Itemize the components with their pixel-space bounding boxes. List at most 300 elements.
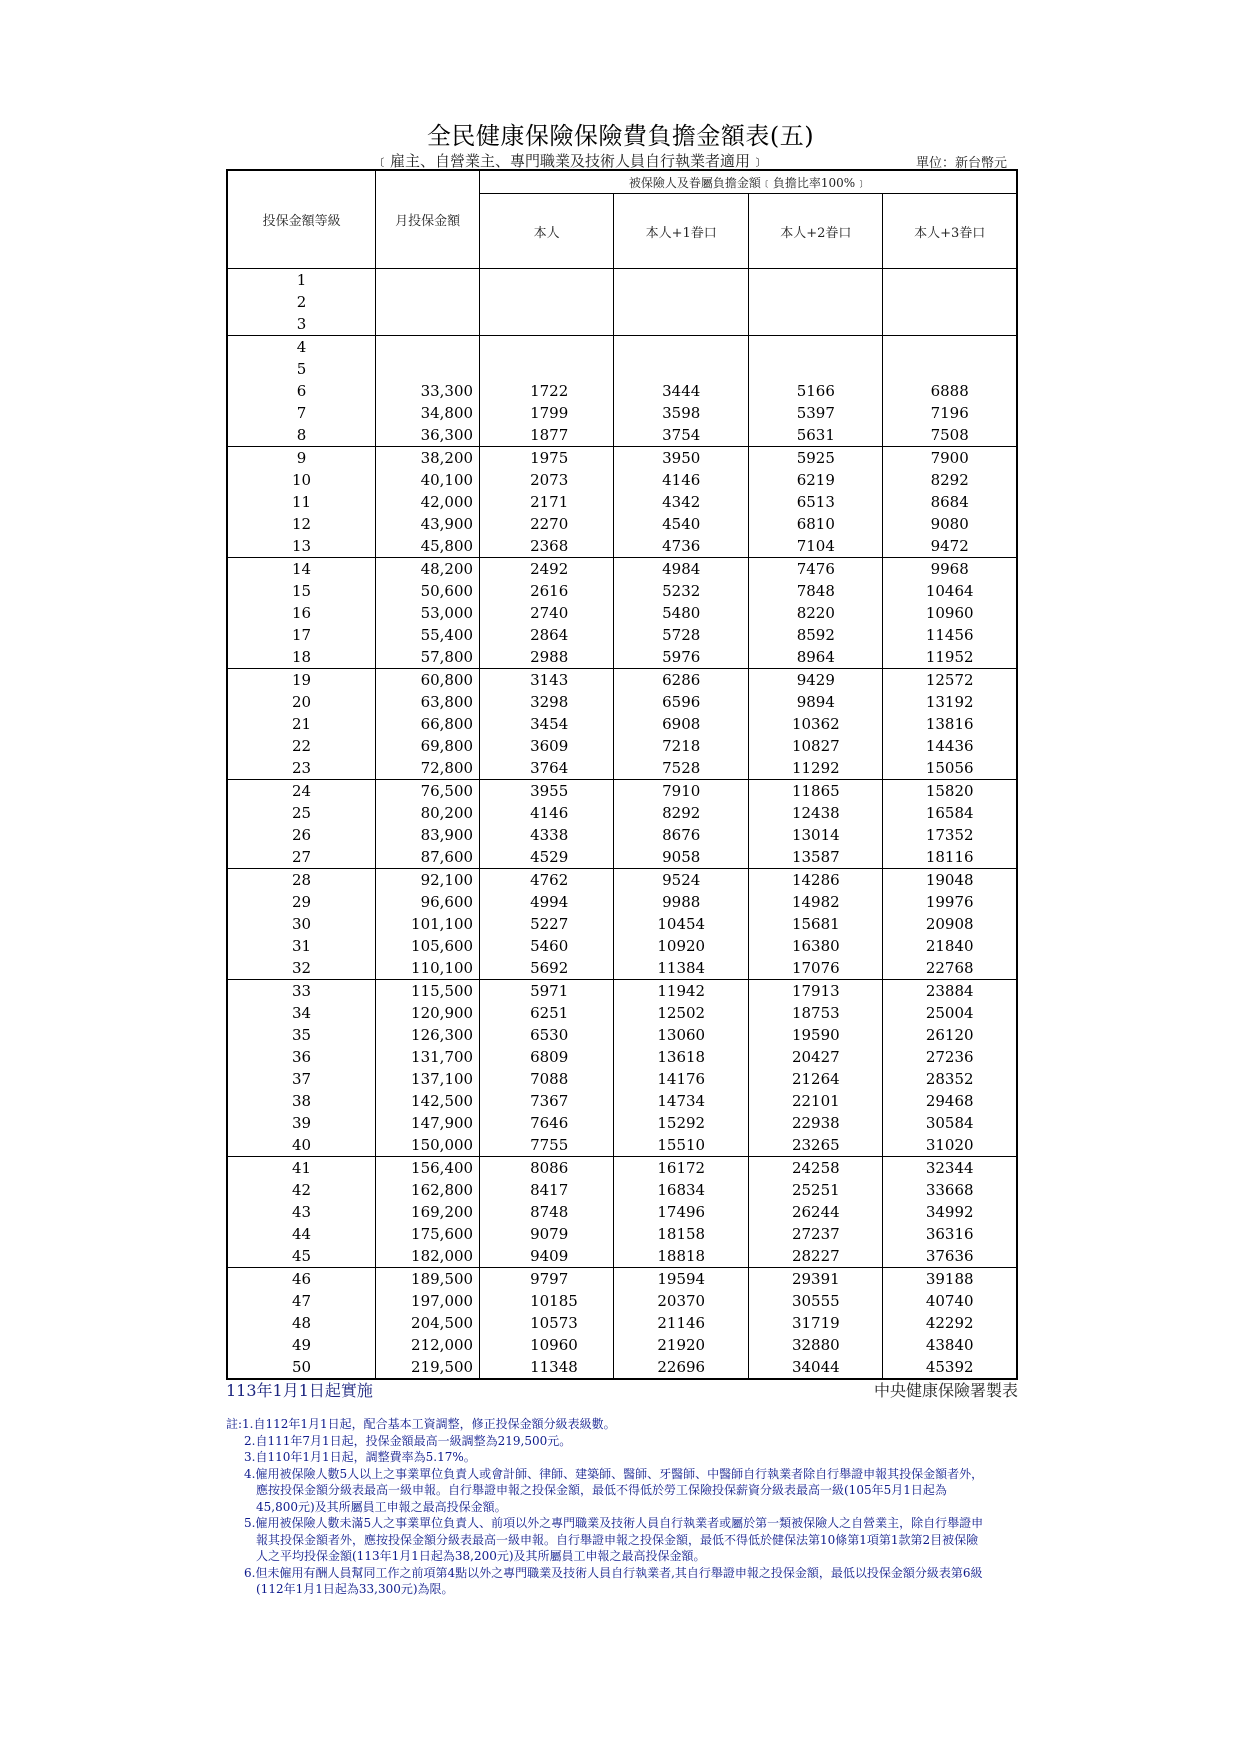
cell-level: 6 — [227, 380, 376, 402]
table-row — [227, 1334, 1017, 1356]
cell-monthly-amount: 80,200 — [376, 802, 480, 824]
cell-plus3 — [883, 313, 1017, 336]
cell-plus3: 43840 — [883, 1334, 1017, 1356]
cell-plus2: 6219 — [749, 469, 883, 491]
effective-date: 113年1月1日起實施 — [226, 1381, 373, 1400]
table-row — [227, 1223, 1017, 1245]
cell-plus3: 18116 — [883, 846, 1017, 869]
cell-plus1: 7910 — [614, 780, 749, 803]
cell-plus1: 8292 — [614, 802, 749, 824]
cell-level: 29 — [227, 891, 376, 913]
cell-plus3: 33668 — [883, 1179, 1017, 1201]
cell-level: 28 — [227, 869, 376, 892]
cell-self: 2171 — [480, 491, 614, 513]
cell-plus1: 5232 — [614, 580, 749, 602]
table-row — [227, 447, 1017, 470]
cell-plus1: 16172 — [614, 1157, 749, 1180]
cell-plus1: 5976 — [614, 646, 749, 669]
table-row — [227, 1112, 1017, 1134]
table-row — [227, 1356, 1017, 1379]
cell-plus3: 17352 — [883, 824, 1017, 846]
cell-level: 16 — [227, 602, 376, 624]
cell-level: 9 — [227, 447, 376, 470]
cell-plus2: 5925 — [749, 447, 883, 470]
cell-plus1: 15292 — [614, 1112, 749, 1134]
cell-self: 4146 — [480, 802, 614, 824]
cell-plus3: 9472 — [883, 535, 1017, 558]
note-item: 註:1.自112年1月1日起，配合基本工資調整，修正投保金額分級表級數。 — [226, 1417, 616, 1431]
cell-level: 19 — [227, 669, 376, 692]
note-item: 5.僱用被保險人數未滿5人之事業單位負責人、前項以外之專門職業及技術人員自行執業者或屬於第一類被保險人之自營業主，除自行舉證申報其投保金額者外，應按投保金額分級表最高一級申報。自行舉證申報之投保金額，最低不得低於健保法第10條第1項第1款第2目被保險人之平均投保金額(113年1月1日起為38,200元)及其所屬員工申報之最高投保金額。 — [244, 1516, 984, 1563]
cell-monthly-amount — [376, 358, 480, 380]
cell-plus2: 31719 — [749, 1312, 883, 1334]
cell-self: 4762 — [480, 869, 614, 892]
cell-level: 35 — [227, 1024, 376, 1046]
cell-level: 50 — [227, 1356, 376, 1379]
cell-self: 6809 — [480, 1046, 614, 1068]
table-row — [227, 1201, 1017, 1223]
cell-self: 1975 — [480, 447, 614, 470]
cell-self: 6251 — [480, 1002, 614, 1024]
cell-monthly-amount: 147,900 — [376, 1112, 480, 1134]
cell-level: 46 — [227, 1268, 376, 1291]
cell-self: 4529 — [480, 846, 614, 869]
cell-self: 2988 — [480, 646, 614, 669]
header-plus3: 本人+3眷口 — [883, 194, 1017, 269]
cell-monthly-amount: 45,800 — [376, 535, 480, 558]
cell-plus1 — [614, 336, 749, 359]
cell-plus3: 8684 — [883, 491, 1017, 513]
cell-plus2: 5397 — [749, 402, 883, 424]
cell-plus1: 9524 — [614, 869, 749, 892]
unit-label: 單位：新台幣元 — [916, 156, 1008, 171]
cell-plus1: 8676 — [614, 824, 749, 846]
cell-level: 2 — [227, 291, 376, 313]
cell-plus1: 3754 — [614, 424, 749, 447]
table-row — [227, 1024, 1017, 1046]
table-row — [227, 402, 1017, 424]
cell-level: 34 — [227, 1002, 376, 1024]
cell-plus2: 8220 — [749, 602, 883, 624]
cell-level: 23 — [227, 757, 376, 780]
cell-plus2: 17076 — [749, 957, 883, 980]
cell-plus3 — [883, 269, 1017, 292]
cell-self — [480, 358, 614, 380]
table-row — [227, 735, 1017, 757]
table-row — [227, 846, 1017, 869]
cell-plus3 — [883, 291, 1017, 313]
cell-level: 47 — [227, 1290, 376, 1312]
header-level: 投保金額等級 — [227, 170, 376, 269]
cell-plus2: 20427 — [749, 1046, 883, 1068]
cell-plus1: 20370 — [614, 1290, 749, 1312]
cell-monthly-amount: 182,000 — [376, 1245, 480, 1268]
table-row — [227, 291, 1017, 313]
cell-level: 11 — [227, 491, 376, 513]
cell-plus1: 6908 — [614, 713, 749, 735]
cell-level: 37 — [227, 1068, 376, 1090]
cell-self: 5971 — [480, 980, 614, 1003]
table-row — [227, 980, 1017, 1003]
cell-plus1: 21146 — [614, 1312, 749, 1334]
cell-monthly-amount: 34,800 — [376, 402, 480, 424]
cell-level: 21 — [227, 713, 376, 735]
cell-monthly-amount: 66,800 — [376, 713, 480, 735]
cell-self: 1799 — [480, 402, 614, 424]
cell-plus2: 22938 — [749, 1112, 883, 1134]
cell-plus2: 11292 — [749, 757, 883, 780]
cell-plus1: 5480 — [614, 602, 749, 624]
cell-level: 5 — [227, 358, 376, 380]
cell-self: 3764 — [480, 757, 614, 780]
table-row — [227, 1002, 1017, 1024]
table-row — [227, 1290, 1017, 1312]
cell-level: 45 — [227, 1245, 376, 1268]
cell-plus1 — [614, 313, 749, 336]
cell-monthly-amount: 63,800 — [376, 691, 480, 713]
cell-self: 3454 — [480, 713, 614, 735]
premium-table — [226, 169, 1018, 1380]
cell-level: 13 — [227, 535, 376, 558]
cell-plus3: 28352 — [883, 1068, 1017, 1090]
cell-plus3: 14436 — [883, 735, 1017, 757]
cell-plus1: 14176 — [614, 1068, 749, 1090]
table-row — [227, 469, 1017, 491]
cell-plus2: 16380 — [749, 935, 883, 957]
cell-monthly-amount: 105,600 — [376, 935, 480, 957]
cell-self: 10185 — [480, 1290, 614, 1312]
cell-level: 26 — [227, 824, 376, 846]
cell-plus2: 10827 — [749, 735, 883, 757]
cell-monthly-amount — [376, 291, 480, 313]
cell-plus1: 9058 — [614, 846, 749, 869]
cell-monthly-amount: 55,400 — [376, 624, 480, 646]
cell-plus3: 32344 — [883, 1157, 1017, 1180]
table-row — [227, 957, 1017, 980]
cell-plus3: 42292 — [883, 1312, 1017, 1334]
note-item: 6.但未僱用有酬人員幫同工作之前項第4點以外之專門職業及技術人員自行執業者,其自行舉證申報之投保金額，最低以投保金額分級表第6級(112年1月1日起為33,300元)為限。 — [244, 1565, 983, 1596]
cell-plus1: 21920 — [614, 1334, 749, 1356]
cell-self: 2740 — [480, 602, 614, 624]
cell-level: 27 — [227, 846, 376, 869]
table-row — [227, 558, 1017, 581]
cell-monthly-amount: 48,200 — [376, 558, 480, 581]
cell-monthly-amount: 162,800 — [376, 1179, 480, 1201]
table-row — [227, 935, 1017, 957]
cell-level: 49 — [227, 1334, 376, 1356]
table-row — [227, 780, 1017, 803]
cell-plus3 — [883, 336, 1017, 359]
page-subtitle: ﹝雇主、自營業主、專門職業及技術人員自行執業者適用﹞ — [375, 152, 766, 170]
cell-monthly-amount: 42,000 — [376, 491, 480, 513]
cell-plus3: 45392 — [883, 1356, 1017, 1379]
cell-self: 9409 — [480, 1245, 614, 1268]
issuer: 中央健康保險署製表 — [873, 1381, 1018, 1400]
cell-monthly-amount: 43,900 — [376, 513, 480, 535]
cell-plus3: 7196 — [883, 402, 1017, 424]
cell-monthly-amount: 38,200 — [376, 447, 480, 470]
cell-plus2: 22101 — [749, 1090, 883, 1112]
cell-self: 7367 — [480, 1090, 614, 1112]
cell-plus2: 8964 — [749, 646, 883, 669]
cell-plus3: 31020 — [883, 1134, 1017, 1157]
table-row — [227, 380, 1017, 402]
cell-self: 5460 — [480, 935, 614, 957]
cell-plus2: 7848 — [749, 580, 883, 602]
cell-self: 11348 — [480, 1356, 614, 1379]
cell-plus3: 25004 — [883, 1002, 1017, 1024]
cell-level: 33 — [227, 980, 376, 1003]
cell-level: 17 — [227, 624, 376, 646]
table-row — [227, 669, 1017, 692]
cell-level: 1 — [227, 269, 376, 292]
cell-plus1 — [614, 269, 749, 292]
cell-plus2 — [749, 358, 883, 380]
cell-plus1: 7528 — [614, 757, 749, 780]
cell-plus1: 13060 — [614, 1024, 749, 1046]
header-self: 本人 — [480, 194, 614, 269]
table-row — [227, 535, 1017, 558]
cell-plus3: 13192 — [883, 691, 1017, 713]
cell-level: 3 — [227, 313, 376, 336]
cell-level: 32 — [227, 957, 376, 980]
cell-plus1: 4342 — [614, 491, 749, 513]
table-row — [227, 691, 1017, 713]
cell-plus1: 12502 — [614, 1002, 749, 1024]
cell-plus2: 23265 — [749, 1134, 883, 1157]
cell-self: 2492 — [480, 558, 614, 581]
table-row — [227, 1245, 1017, 1268]
cell-plus2: 13014 — [749, 824, 883, 846]
cell-plus1: 11942 — [614, 980, 749, 1003]
cell-plus2 — [749, 336, 883, 359]
cell-plus3: 39188 — [883, 1268, 1017, 1291]
cell-plus2: 13587 — [749, 846, 883, 869]
cell-monthly-amount: 189,500 — [376, 1268, 480, 1291]
cell-plus2 — [749, 313, 883, 336]
cell-self: 8086 — [480, 1157, 614, 1180]
table-row — [227, 1179, 1017, 1201]
header-plus1: 本人+1眷口 — [614, 194, 749, 269]
cell-level: 24 — [227, 780, 376, 803]
cell-plus2: 9429 — [749, 669, 883, 692]
cell-plus2: 19590 — [749, 1024, 883, 1046]
cell-level: 10 — [227, 469, 376, 491]
cell-self: 9797 — [480, 1268, 614, 1291]
cell-monthly-amount — [376, 269, 480, 292]
cell-self — [480, 269, 614, 292]
table-body — [227, 269, 1017, 1380]
cell-self: 7088 — [480, 1068, 614, 1090]
cell-level: 25 — [227, 802, 376, 824]
cell-plus2: 21264 — [749, 1068, 883, 1090]
cell-plus2: 15681 — [749, 913, 883, 935]
cell-plus2: 32880 — [749, 1334, 883, 1356]
cell-self: 10960 — [480, 1334, 614, 1356]
note-item: 2.自111年7月1日起，投保金額最高一級調整為219,500元。 — [244, 1433, 572, 1448]
cell-plus2: 14982 — [749, 891, 883, 913]
cell-plus1: 18818 — [614, 1245, 749, 1268]
cell-self: 8748 — [480, 1201, 614, 1223]
table-row — [227, 757, 1017, 780]
table-row — [227, 1068, 1017, 1090]
cell-plus3: 6888 — [883, 380, 1017, 402]
cell-monthly-amount: 137,100 — [376, 1068, 480, 1090]
cell-self: 3298 — [480, 691, 614, 713]
cell-plus3: 8292 — [883, 469, 1017, 491]
cell-plus2: 17913 — [749, 980, 883, 1003]
cell-plus1 — [614, 358, 749, 380]
cell-plus3: 19048 — [883, 869, 1017, 892]
cell-plus2: 6513 — [749, 491, 883, 513]
cell-level: 12 — [227, 513, 376, 535]
cell-self: 2616 — [480, 580, 614, 602]
cell-plus1: 18158 — [614, 1223, 749, 1245]
cell-plus3: 30584 — [883, 1112, 1017, 1134]
table-row — [227, 358, 1017, 380]
table-row — [227, 269, 1017, 292]
table-row — [227, 1312, 1017, 1334]
cell-plus3: 36316 — [883, 1223, 1017, 1245]
cell-level: 15 — [227, 580, 376, 602]
cell-plus2: 34044 — [749, 1356, 883, 1379]
cell-plus2: 14286 — [749, 869, 883, 892]
cell-plus3 — [883, 358, 1017, 380]
cell-plus1: 17496 — [614, 1201, 749, 1223]
cell-level: 20 — [227, 691, 376, 713]
cell-plus2: 25251 — [749, 1179, 883, 1201]
cell-monthly-amount: 33,300 — [376, 380, 480, 402]
cell-plus3: 9968 — [883, 558, 1017, 581]
cell-self: 5692 — [480, 957, 614, 980]
cell-monthly-amount: 197,000 — [376, 1290, 480, 1312]
cell-level: 30 — [227, 913, 376, 935]
cell-plus1: 4146 — [614, 469, 749, 491]
cell-monthly-amount: 142,500 — [376, 1090, 480, 1112]
cell-level: 43 — [227, 1201, 376, 1223]
cell-plus1: 9988 — [614, 891, 749, 913]
cell-plus1: 10920 — [614, 935, 749, 957]
table-row — [227, 713, 1017, 735]
cell-plus3: 40740 — [883, 1290, 1017, 1312]
cell-plus3: 26120 — [883, 1024, 1017, 1046]
cell-monthly-amount — [376, 336, 480, 359]
cell-plus2: 5166 — [749, 380, 883, 402]
table-row — [227, 1268, 1017, 1291]
cell-plus2: 27237 — [749, 1223, 883, 1245]
table-row — [227, 313, 1017, 336]
cell-self: 2073 — [480, 469, 614, 491]
cell-plus3: 27236 — [883, 1046, 1017, 1068]
table-row — [227, 1046, 1017, 1068]
cell-plus3: 10960 — [883, 602, 1017, 624]
cell-monthly-amount — [376, 313, 480, 336]
cell-plus2 — [749, 269, 883, 292]
cell-plus3: 7900 — [883, 447, 1017, 470]
cell-plus3: 22768 — [883, 957, 1017, 980]
note-item: 4.僱用被保險人數5人以上之事業單位負責人或會計師、律師、建築師、醫師、牙醫師、中醫師自行執業者除自行舉證申報其投保金額者外，應按投保金額分級表最高一級申報。自行舉證申報之投保金額，最低不得低於勞工保險投保薪資分級表最高一級(105年5月1日起為45,800元)及其所屬員工申報之最高投保金額。 — [244, 1466, 984, 1514]
cell-monthly-amount: 219,500 — [376, 1356, 480, 1379]
cell-plus2: 5631 — [749, 424, 883, 447]
cell-level: 38 — [227, 1090, 376, 1112]
cell-plus1: 19594 — [614, 1268, 749, 1291]
table-row — [227, 424, 1017, 447]
cell-monthly-amount: 53,000 — [376, 602, 480, 624]
cell-monthly-amount: 101,100 — [376, 913, 480, 935]
cell-plus1: 11384 — [614, 957, 749, 980]
cell-level: 41 — [227, 1157, 376, 1180]
cell-monthly-amount: 204,500 — [376, 1312, 480, 1334]
cell-plus3: 37636 — [883, 1245, 1017, 1268]
cell-monthly-amount: 83,900 — [376, 824, 480, 846]
header-monthly-amount: 月投保金額 — [376, 170, 480, 269]
cell-plus1: 3444 — [614, 380, 749, 402]
cell-self: 6530 — [480, 1024, 614, 1046]
cell-self: 4338 — [480, 824, 614, 846]
cell-plus3: 12572 — [883, 669, 1017, 692]
cell-monthly-amount: 92,100 — [376, 869, 480, 892]
cell-plus3: 7508 — [883, 424, 1017, 447]
cell-plus2: 28227 — [749, 1245, 883, 1268]
cell-plus1: 10454 — [614, 913, 749, 935]
cell-self — [480, 336, 614, 359]
cell-self: 3143 — [480, 669, 614, 692]
cell-plus2: 7476 — [749, 558, 883, 581]
cell-self: 2368 — [480, 535, 614, 558]
cell-level: 44 — [227, 1223, 376, 1245]
cell-plus3: 34992 — [883, 1201, 1017, 1223]
table-row — [227, 1157, 1017, 1180]
cell-monthly-amount: 40,100 — [376, 469, 480, 491]
table-row — [227, 802, 1017, 824]
cell-plus1: 14734 — [614, 1090, 749, 1112]
cell-monthly-amount: 150,000 — [376, 1134, 480, 1157]
cell-self: 1877 — [480, 424, 614, 447]
cell-plus1: 6286 — [614, 669, 749, 692]
cell-plus1: 6596 — [614, 691, 749, 713]
cell-plus3: 21840 — [883, 935, 1017, 957]
cell-plus1: 15510 — [614, 1134, 749, 1157]
cell-plus2: 8592 — [749, 624, 883, 646]
cell-plus2: 9894 — [749, 691, 883, 713]
header-group: 被保險人及眷屬負擔金額﹝負擔比率100%﹞ — [480, 170, 1017, 194]
cell-level: 48 — [227, 1312, 376, 1334]
cell-monthly-amount: 115,500 — [376, 980, 480, 1003]
cell-monthly-amount: 60,800 — [376, 669, 480, 692]
cell-plus2: 26244 — [749, 1201, 883, 1223]
cell-level: 36 — [227, 1046, 376, 1068]
cell-plus2: 30555 — [749, 1290, 883, 1312]
cell-level: 7 — [227, 402, 376, 424]
cell-plus2: 24258 — [749, 1157, 883, 1180]
cell-level: 40 — [227, 1134, 376, 1157]
cell-level: 14 — [227, 558, 376, 581]
table-row — [227, 602, 1017, 624]
cell-self: 3955 — [480, 780, 614, 803]
cell-level: 39 — [227, 1112, 376, 1134]
cell-plus1: 3598 — [614, 402, 749, 424]
cell-plus2: 7104 — [749, 535, 883, 558]
table-row — [227, 824, 1017, 846]
cell-level: 31 — [227, 935, 376, 957]
cell-self: 8417 — [480, 1179, 614, 1201]
table-row — [227, 1090, 1017, 1112]
cell-self: 7646 — [480, 1112, 614, 1134]
table-row — [227, 336, 1017, 359]
cell-plus3: 13816 — [883, 713, 1017, 735]
cell-self: 4994 — [480, 891, 614, 913]
table-row — [227, 869, 1017, 892]
